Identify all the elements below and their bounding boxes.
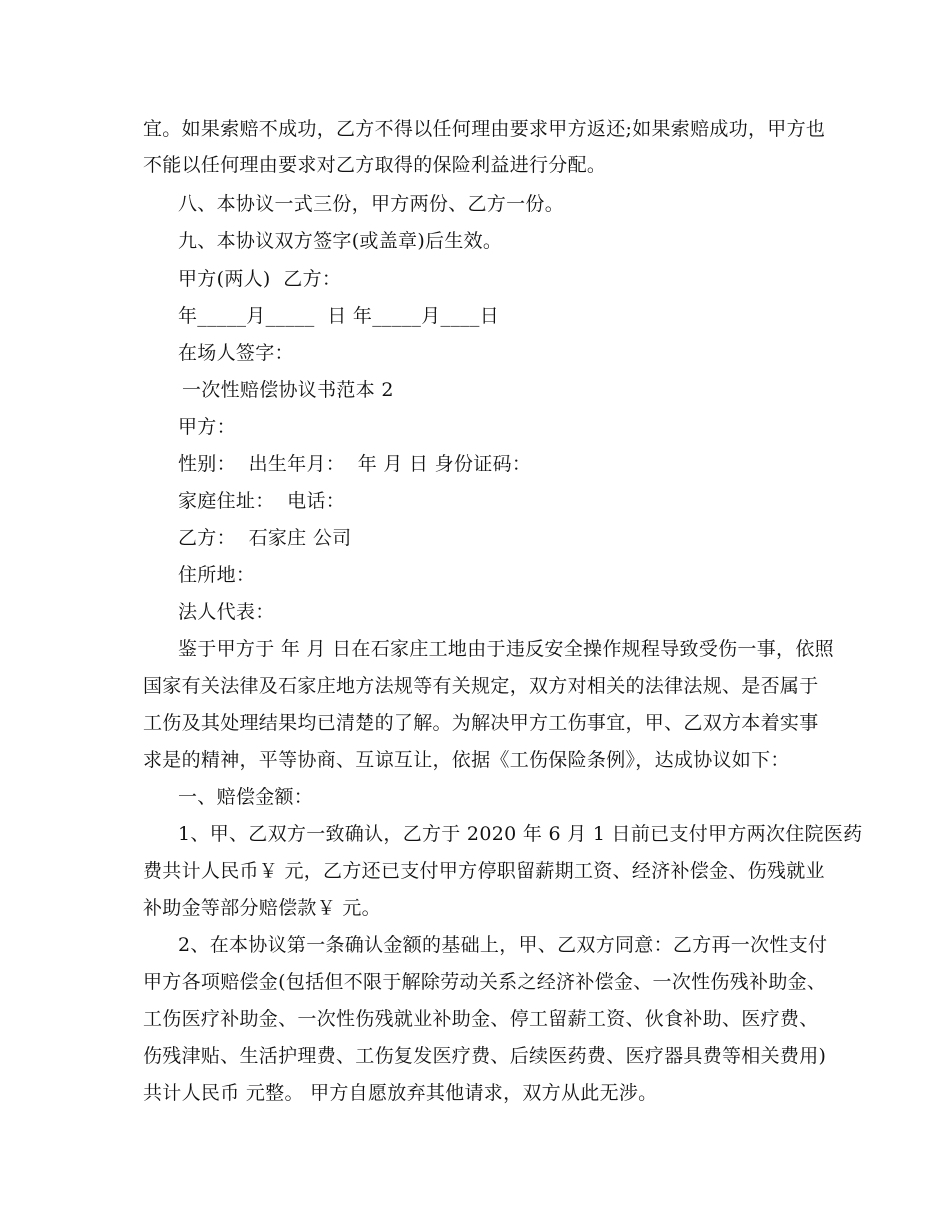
paragraph-line: 补助金等部分赔偿款￥ 元。 <box>143 897 381 919</box>
witness-signature: 在场人签字： <box>178 342 294 364</box>
party-a-label: 甲方： <box>178 416 236 438</box>
signature-parties: 甲方(两人) 乙方： <box>178 268 342 290</box>
section-title: 一次性赔偿协议书范本 2 <box>182 379 394 401</box>
paragraph-line: 工伤及其处理结果均已清楚的了解。为解决甲方工伤事宜，甲、乙双方本着实事 <box>143 712 819 734</box>
heading-compensation: 一、赔偿金额： <box>178 786 314 808</box>
signature-dates: 年_____月_____ 日 年_____月____日 <box>178 305 500 327</box>
clause-9: 九、本协议双方签字(或盖章)后生效。 <box>178 230 503 252</box>
party-b-address: 住所地： <box>178 564 256 586</box>
paragraph-line: 不能以任何理由要求对乙方取得的保险利益进行分配。 <box>143 154 607 176</box>
paragraph-line: 鉴于甲方于 年 月 日在石家庄工地由于违反安全操作规程导致受伤一事，依照 <box>178 638 834 660</box>
clause-8: 八、本协议一式三份，甲方两份、乙方一份。 <box>178 193 565 215</box>
paragraph-line: 求是的精神，平等协商、互谅互让，依据《工伤保险条例》，达成协议如下： <box>143 749 790 771</box>
paragraph-line: 2、在本协议第一条确认金额的基础上，甲、乙双方同意：乙方再一次性支付 <box>178 934 828 956</box>
paragraph-line: 工伤医疗补助金、一次性伤残就业补助金、停工留薪工资、伙食补助、医疗费、 <box>143 1008 819 1030</box>
legal-representative: 法人代表： <box>178 601 275 623</box>
paragraph-line: 费共计人民币￥ 元，乙方还已支付甲方停职留薪期工资、经济补偿金、伤残就业 <box>143 860 825 882</box>
party-a-details: 性别： 出生年月： 年 月 日 身份证码： <box>178 453 532 475</box>
paragraph-line: 宜。如果索赔不成功，乙方不得以任何理由要求甲方返还;如果索赔成功，甲方也 <box>143 118 826 140</box>
party-a-address: 家庭住址： 电话： <box>178 490 346 512</box>
paragraph-line: 共计人民币 元整。 甲方自愿放弃其他请求，双方从此无涉。 <box>143 1082 658 1104</box>
paragraph-line: 1、甲、乙双方一致确认，乙方于 2020 年 6 月 1 日前已支付甲方两次住院医药 <box>178 823 863 845</box>
paragraph-line: 国家有关法律及石家庄地方法规等有关规定，双方对相关的法律法规、是否属于 <box>143 675 819 697</box>
party-b-label: 乙方： 石家庄 公司 <box>178 527 352 549</box>
paragraph-line: 伤残津贴、生活护理费、工伤复发医疗费、后续医药费、医疗器具费等相关费用) <box>143 1045 827 1067</box>
paragraph-line: 甲方各项赔偿金(包括但不限于解除劳动关系之经济补偿金、一次性伤残补助金、 <box>143 971 827 993</box>
